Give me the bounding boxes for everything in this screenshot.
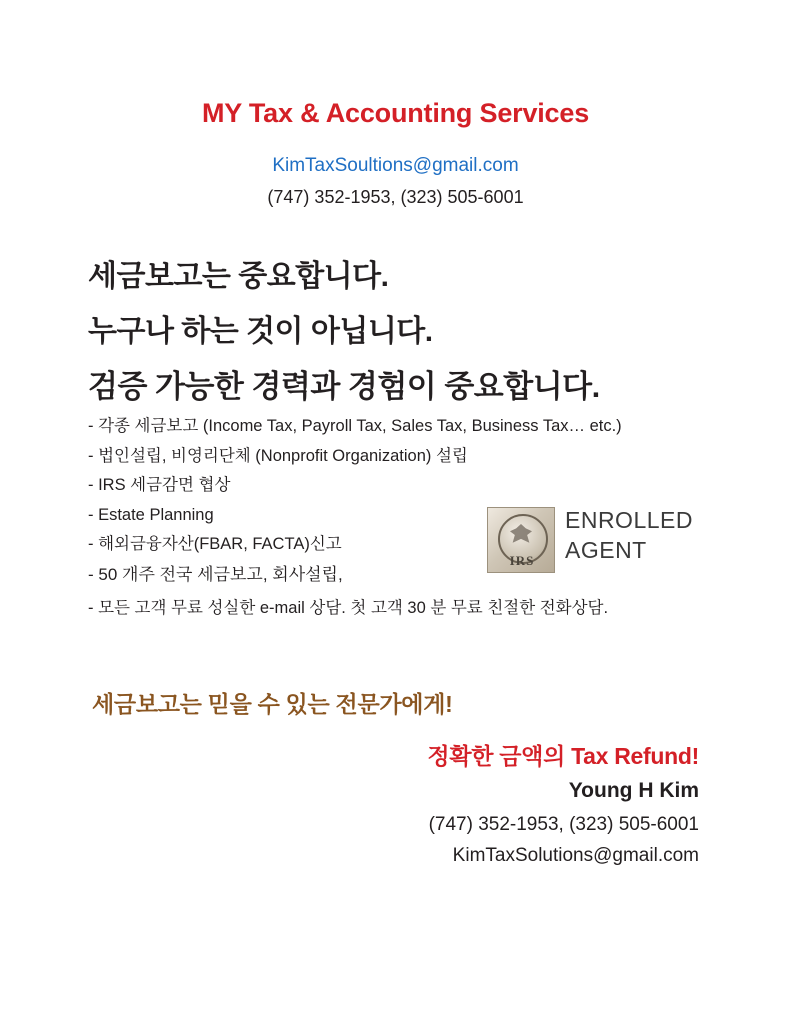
irs-seal-label: IRS — [509, 553, 535, 568]
list-item: - 각종 세금보고 (Income Tax, Payroll Tax, Sales Tax, Business Tax… etc.) — [88, 417, 622, 435]
contact-name: Young H Kim — [568, 779, 699, 802]
badge-line-1: ENROLLED — [565, 507, 693, 533]
list-item: - 해외금융자산(FBAR, FACTA)신고 — [88, 535, 342, 553]
list-item: - 모든 고객 무료 성실한 e-mail 상담. 첫 고객 30 분 무료 친절한 전화상담. — [88, 598, 609, 617]
header-email[interactable]: KimTaxSoultions@gmail.com — [272, 155, 519, 176]
irs-enrolled-agent-badge — [487, 507, 703, 575]
header-phone-numbers: (747) 352-1953, (323) 505-6001 — [267, 187, 524, 207]
headline-line-2: 누구나 하는 것이 아닙니다. — [88, 315, 433, 348]
irs-seal-icon — [487, 507, 555, 573]
list-item: - IRS 세금감면 협상 — [88, 476, 231, 494]
list-item: - 법인설립, 비영리단체 (Nonprofit Organization) 설립 — [88, 446, 468, 465]
badge-line-2: AGENT — [565, 537, 647, 563]
headline-line-3: 검증 가능한 경력과 경험이 중요합니다. — [88, 369, 600, 404]
footer-email[interactable]: KimTaxSolutions@gmail.com — [452, 845, 699, 866]
headline-line-1: 세금보고는 중요합니다. — [88, 260, 389, 293]
page-title: MY Tax & Accounting Services — [201, 98, 590, 128]
footer-phone-numbers: (747) 352-1953, (323) 505-6001 — [428, 814, 699, 835]
badge-text — [565, 509, 693, 562]
tagline-red: 정확한 금액의 Tax Refund! — [427, 743, 699, 769]
list-item: - 50 개주 전국 세금보고, 회사설립, — [88, 564, 343, 584]
tagline-brown: 세금보고는 믿을 수 있는 전문가에게! — [92, 691, 453, 717]
list-item: - Estate Planning — [88, 505, 214, 524]
